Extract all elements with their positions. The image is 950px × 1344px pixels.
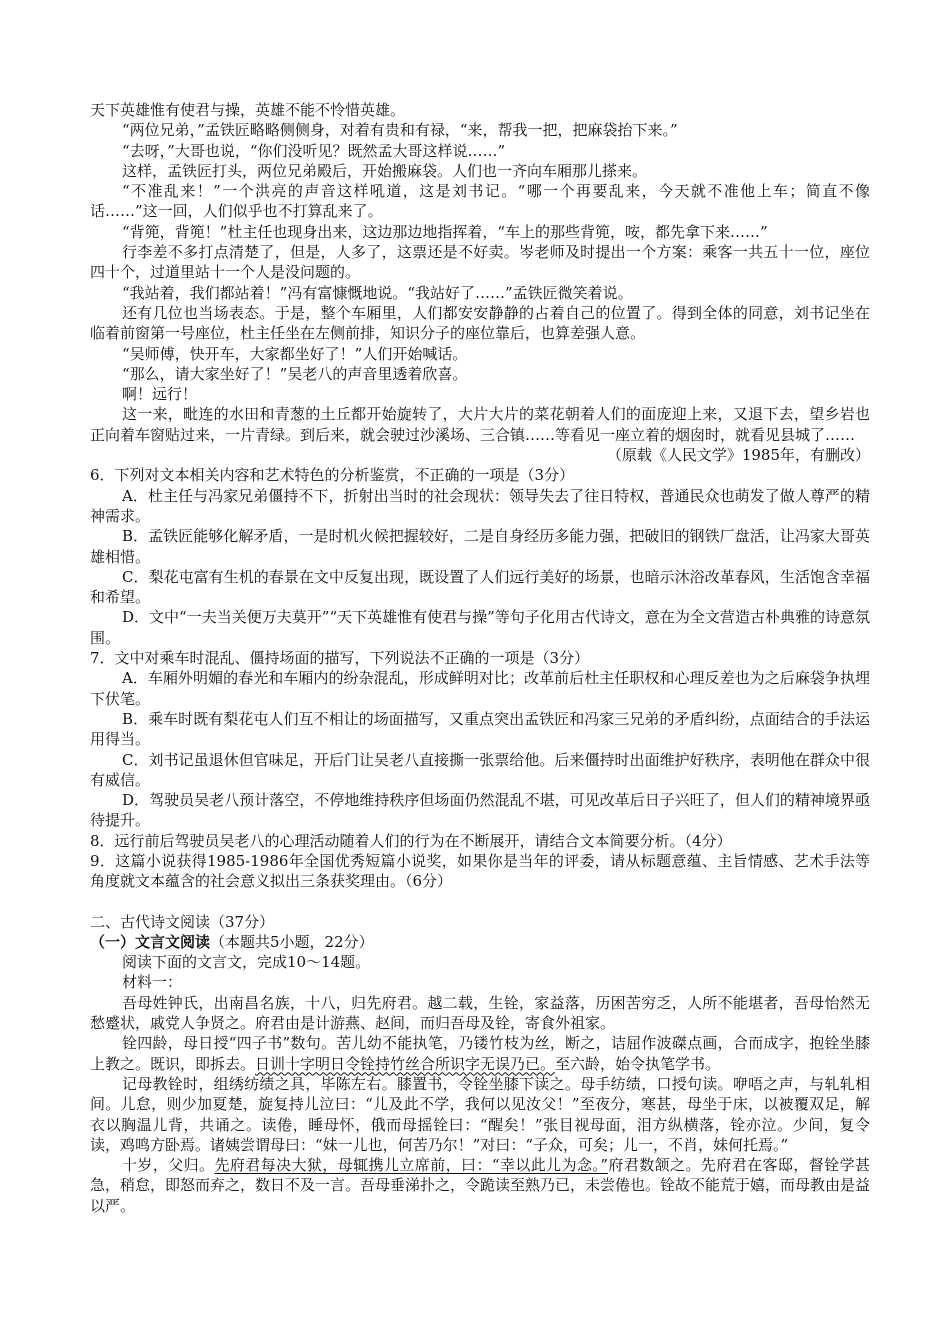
classical-text: 至六龄，始令执笔学书。	[555, 1054, 721, 1073]
classical-text: 府君数颔之。先府君在客邸，督铨学甚急，稍怠，即怒而弃之，数日不及一言。吾母垂涕扑之，令跪读至熟乃已，未尝倦也。铨故不能荒于嬉，而母教由是益以严。	[90, 1156, 871, 1215]
story-paragraph: “背篼，背篼！”杜主任也现身出来，这边那边地指挥着，“车上的那些背篼，咹，都先拿下来……”	[122, 222, 768, 241]
question-7-option-b: B．乘车时既有梨花屯人们互不相让的场面描写，又重点突出孟铁匠和冯家三兄弟的矛盾纠纷，点面结合的手法运用得当。	[90, 709, 870, 749]
classical-paragraph	[90, 1033, 870, 1074]
story-paragraph: “我站着，我们都站着！”冯有富慷慨地说。“我站好了……”孟铁匠微笑着说。	[122, 283, 633, 302]
material-label: 材料一：	[122, 973, 183, 992]
story-paragraph: “去呀，”大哥也说，“你们没听见？既然孟大哥这样说……”	[122, 141, 506, 160]
question-8: 8．远行前后驾驶员吴老八的心理活动随着人们的行为在不断展开，请结合文本简要分析。（4分）	[90, 831, 732, 850]
classical-paragraph	[90, 1155, 870, 1216]
story-paragraph: 还有几位也当场表态。于是，整个车厢里，人们都安安静静的占着自己的位置了。得到全体的同意，刘书记坐在临着前窗第一号座位，杜主任坐在左侧前排，知识分子的座位靠后，也算差强人意。	[90, 303, 870, 343]
question-6-option-a: A．杜主任与冯家兄弟僵持不下，折射出当时的社会现状：领导失去了往日特权，普通民众也萌发了做人尊严的精神需求。	[90, 486, 870, 525]
story-paragraph: 天下英雄惟有使君与操，英雄不能不怜惜英雄。	[90, 101, 406, 119]
underlined-sentence: 先府君每决大狱，母辄携儿立席前，曰：“幸以此儿为念。”	[214, 1156, 608, 1175]
story-paragraph: “两位兄弟，”孟铁匠略略侧侧身，对着有贵和有禄，“来，帮我一把，把麻袋抬下来。”	[122, 121, 678, 140]
story-paragraph: “不准乱来！”一个洪亮的声音这样吼道，这是刘书记。“哪一个再要乱来，今天就不准他上车；简直不像话……”这一回，人们似乎也不打算乱来了。	[90, 182, 870, 221]
wavy-underlined-sentence: 日训十字明日令铨持竹丝合所识字无误乃已。	[255, 1054, 556, 1073]
subsection-title: （一）文言文阅读	[90, 932, 211, 951]
story-paragraph: “吴师傅，快开车，大家都坐好了！”人们开始喊话。	[122, 344, 468, 363]
document-page	[90, 100, 870, 1216]
classical-paragraph: 吾母姓钟氏，出南昌名族，十八，归先府君。越二载，生铨，家益落，历困苦穷乏，人所不能堪者，吾母怡然无愁蹙状，戚党人争贤之。府君由是计游燕、赵间，而归吾母及铨，寄食外祖家。	[90, 993, 870, 1033]
classical-text: 十岁，父归。	[122, 1156, 215, 1175]
question-6-option-b: B．孟铁匠能够化解矛盾，一是时机火候把握较好，二是自身经历多能力强，把破旧的钢铁厂盘活，让冯家大哥英雄相惜。	[90, 527, 870, 566]
story-paragraph: 这一来，毗连的水田和青葱的土丘都开始旋转了，大片大片的菜花朝着人们的面庞迎上来，又退下去，望乡岩也正向着车窗贴过来，一片青绿。到后来，就会驶过沙溪场、三合镇……等看见一座立着的烟囱时，就看见县城了……	[90, 405, 870, 444]
question-7-option-c: C．刘书记虽退休但官味足，开后门让吴老八直接撕一张票给他。后来僵持时出面维护好秩序，表明他在群众中很有威信。	[90, 750, 870, 789]
subsection-heading	[90, 932, 870, 952]
story-paragraph: 这样，孟铁匠打头，两位兄弟殿后，开始搬麻袋。人们也一齐向车厢那儿搽来。	[122, 161, 648, 180]
question-6-option-d: D．文中“一夫当关便万夫莫开”“天下英雄惟有使君与操”等句子化用古代诗文，意在为全文营造古朴典雅的诗意氛围。	[90, 608, 870, 647]
section-heading: 二、古代诗文阅读（37分）	[90, 912, 275, 931]
subsection-note: （本题共5小题，22分）	[210, 932, 374, 951]
classical-paragraph: 记母教铨时，组绣纺绩之具，毕陈左右。膝置书，令铨坐膝下读之。母手纺绩，口授句读。咿唔之声，与轧轧相间。儿怠，则少加夏楚，旋复持儿泣曰：“儿及此不学，我何以见汝父！”至夜分，寒甚，母坐于床，以被覆双足，解衣以胸温儿背，共诵之。读倦，睡母怀，俄而母摇铨曰：“醒矣！”张目视母面，泪方纵横落，铨亦泣。少间，复令读，鸡鸣方卧焉。诸姨尝谓母曰：“妹一儿也，何苦乃尔！”对曰：“子众，可矣；儿一，不肖，妹何托焉。”	[90, 1074, 870, 1154]
reading-instruction: 阅读下面的文言文，完成10～14题。	[122, 953, 371, 972]
question-7-option-d: D．驾驶员吴老八预计落空，不停地维持秩序但场面仍然混乱不堪，可见改革后日子兴旺了，但人们的精神境界亟待提升。	[90, 791, 870, 830]
classical-text: 铨四龄，母日授“四子书”数句。苦儿幼不能执笔，乃镂竹枝为丝，断之，诘屈作波磔点画，合而成字，抱铨坐膝上教之。既识，即拆去。	[90, 1034, 870, 1073]
question-7-option-a: A．车厢外明媚的春光和车厢内的纷杂混乱，形成鲜明对比；改革前后杜主任职权和心理反差也为之后麻袋争执埋下伏笔。	[90, 669, 870, 708]
story-paragraph: “那么，请大家坐好了！”吴老八的声音里透着欣喜。	[122, 364, 468, 383]
story-paragraph: 行李差不多打点清楚了，但是，人多了，这票还是不好卖。岑老师及时提出一个方案：乘客一共五十一位，座位四十个，过道里站十一个人是没问题的。	[90, 243, 870, 282]
story-paragraph: 啊！远行！	[122, 385, 198, 404]
question-9: 9．这篇小说获得1985-1986年全国优秀短篇小说奖，如果你是当年的评委，请从标题意蕴、主旨情感、艺术手法等角度就文本蕴含的社会意义拟出三条获奖理由。（6分）	[90, 851, 870, 891]
source-citation: （原载《人民文学》1985年，有删改）	[606, 446, 870, 465]
question-6-option-c: C．梨花屯富有生机的春景在文中反复出现，既设置了人们远行美好的场景，也暗示沐浴改革春风，生活饱含幸福和希望。	[90, 567, 870, 607]
question-6: 6．下列对文本相关内容和艺术特色的分析鉴赏，不正确的一项是（3分）	[90, 466, 575, 485]
question-7: 7．文中对乘车时混乱、僵持场面的描写，下列说法不正确的一项是（3分）	[90, 649, 590, 668]
section-gap	[90, 892, 870, 912]
